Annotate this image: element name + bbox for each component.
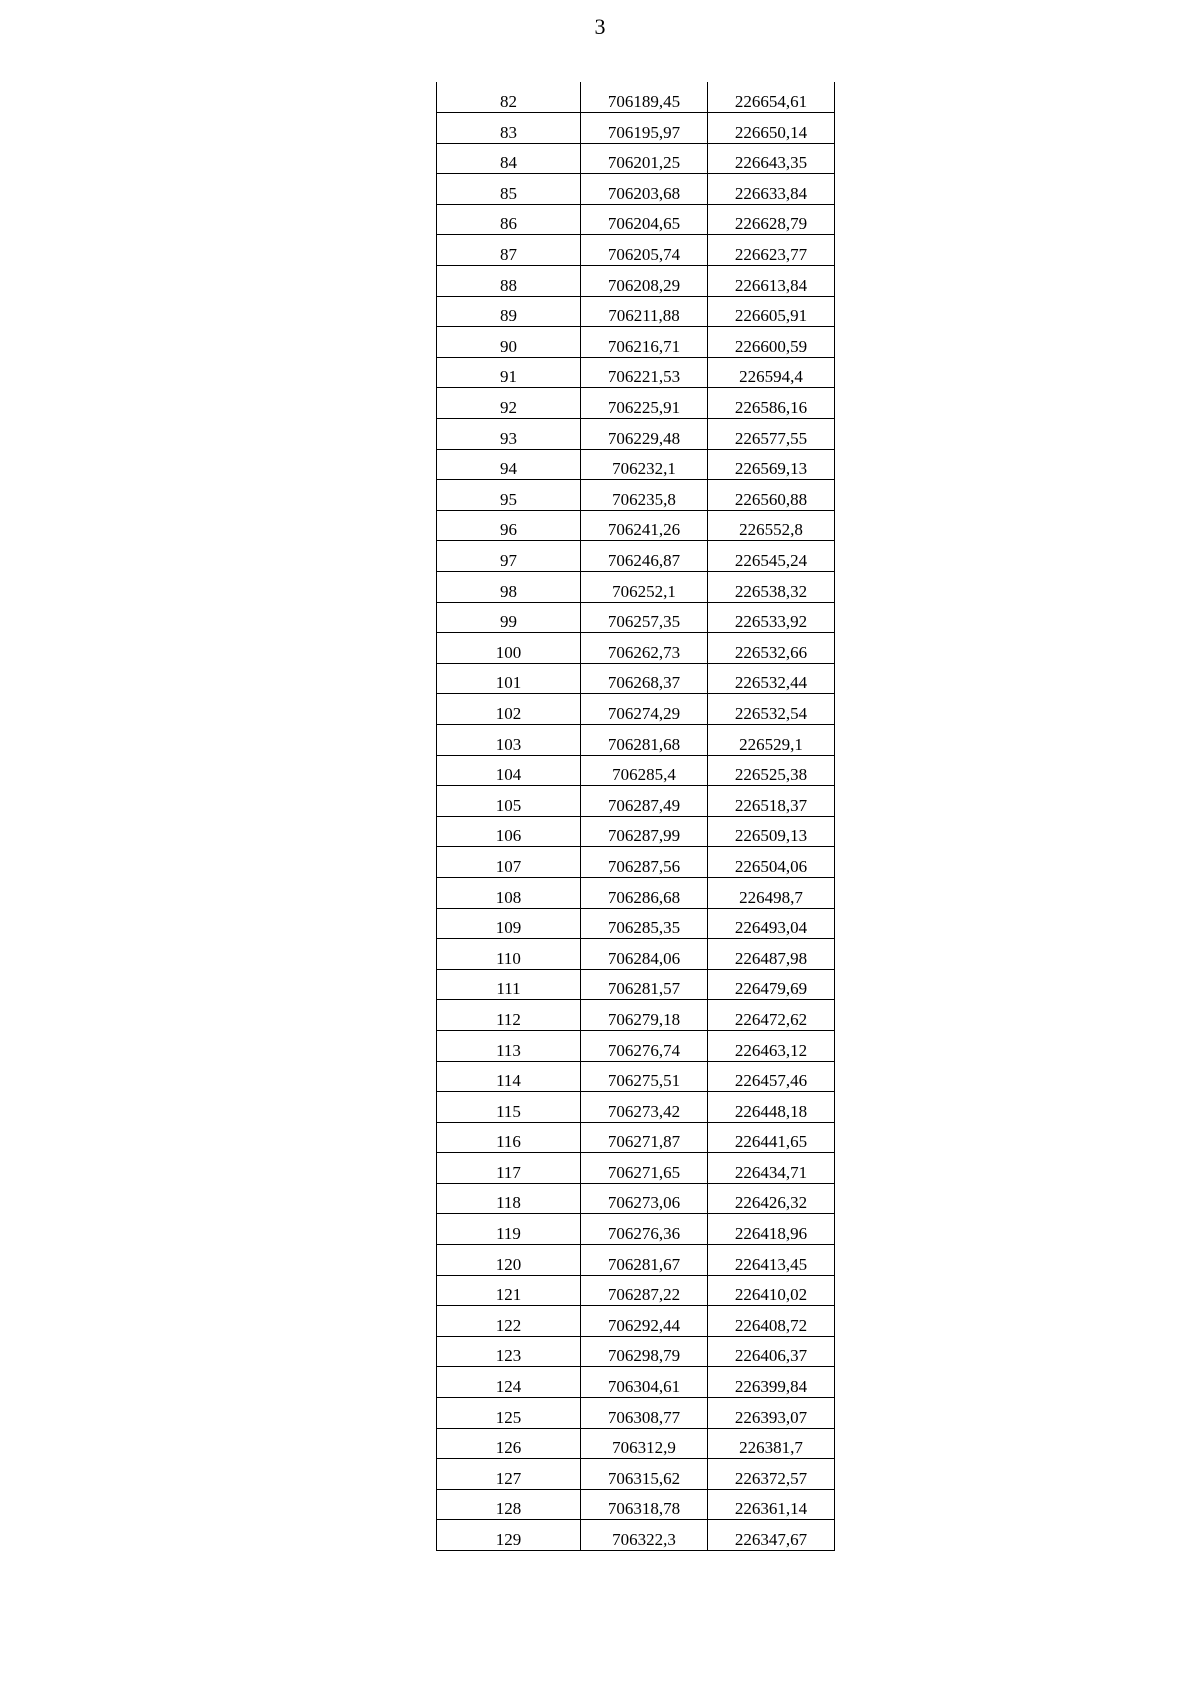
y-coordinate-cell: 226347,67 xyxy=(708,1520,835,1551)
table-row xyxy=(437,1153,835,1184)
point-number-cell: 121 xyxy=(437,1275,581,1306)
point-number-cell: 91 xyxy=(437,357,581,388)
x-coordinate-cell: 706284,06 xyxy=(581,939,708,970)
table-row xyxy=(437,786,835,817)
y-coordinate-cell: 226650,14 xyxy=(708,113,835,144)
x-coordinate-cell: 706235,8 xyxy=(581,480,708,511)
y-coordinate-cell: 226493,04 xyxy=(708,908,835,939)
point-number-cell: 122 xyxy=(437,1306,581,1337)
y-coordinate-cell: 226569,13 xyxy=(708,449,835,480)
y-coordinate-cell: 226628,79 xyxy=(708,204,835,235)
point-number-cell: 128 xyxy=(437,1489,581,1520)
y-coordinate-cell: 226532,54 xyxy=(708,694,835,725)
table-row xyxy=(437,357,835,388)
table-row xyxy=(437,1520,835,1551)
x-coordinate-cell: 706268,37 xyxy=(581,663,708,694)
y-coordinate-cell: 226643,35 xyxy=(708,143,835,174)
y-coordinate-cell: 226529,1 xyxy=(708,724,835,755)
table-row xyxy=(437,1306,835,1337)
y-coordinate-cell: 226633,84 xyxy=(708,174,835,205)
table-row xyxy=(437,1122,835,1153)
x-coordinate-cell: 706292,44 xyxy=(581,1306,708,1337)
table-row xyxy=(437,1459,835,1490)
x-coordinate-cell: 706286,68 xyxy=(581,877,708,908)
point-number-cell: 119 xyxy=(437,1214,581,1245)
table-row xyxy=(437,602,835,633)
x-coordinate-cell: 706232,1 xyxy=(581,449,708,480)
x-coordinate-cell: 706257,35 xyxy=(581,602,708,633)
point-number-cell: 96 xyxy=(437,510,581,541)
table-row xyxy=(437,541,835,572)
x-coordinate-cell: 706298,79 xyxy=(581,1336,708,1367)
point-number-cell: 123 xyxy=(437,1336,581,1367)
point-number-cell: 94 xyxy=(437,449,581,480)
y-coordinate-cell: 226413,45 xyxy=(708,1245,835,1276)
x-coordinate-cell: 706189,45 xyxy=(581,82,708,113)
x-coordinate-cell: 706273,06 xyxy=(581,1183,708,1214)
table-row xyxy=(437,1275,835,1306)
y-coordinate-cell: 226426,32 xyxy=(708,1183,835,1214)
x-coordinate-cell: 706225,91 xyxy=(581,388,708,419)
point-number-cell: 97 xyxy=(437,541,581,572)
x-coordinate-cell: 706271,87 xyxy=(581,1122,708,1153)
x-coordinate-cell: 706205,74 xyxy=(581,235,708,266)
y-coordinate-cell: 226448,18 xyxy=(708,1092,835,1123)
y-coordinate-cell: 226552,8 xyxy=(708,510,835,541)
point-number-cell: 114 xyxy=(437,1061,581,1092)
y-coordinate-cell: 226406,37 xyxy=(708,1336,835,1367)
y-coordinate-cell: 226545,24 xyxy=(708,541,835,572)
point-number-cell: 129 xyxy=(437,1520,581,1551)
table-row xyxy=(437,388,835,419)
point-number-cell: 115 xyxy=(437,1092,581,1123)
point-number-cell: 120 xyxy=(437,1245,581,1276)
x-coordinate-cell: 706203,68 xyxy=(581,174,708,205)
y-coordinate-cell: 226623,77 xyxy=(708,235,835,266)
x-coordinate-cell: 706312,9 xyxy=(581,1428,708,1459)
point-number-cell: 102 xyxy=(437,694,581,725)
x-coordinate-cell: 706285,4 xyxy=(581,755,708,786)
x-coordinate-cell: 706315,62 xyxy=(581,1459,708,1490)
table-row xyxy=(437,480,835,511)
table-row xyxy=(437,816,835,847)
table-row xyxy=(437,1092,835,1123)
table-row xyxy=(437,1214,835,1245)
x-coordinate-cell: 706274,29 xyxy=(581,694,708,725)
point-number-cell: 89 xyxy=(437,296,581,327)
table-row xyxy=(437,1183,835,1214)
point-number-cell: 113 xyxy=(437,1030,581,1061)
table-row xyxy=(437,266,835,297)
table-row xyxy=(437,908,835,939)
point-number-cell: 116 xyxy=(437,1122,581,1153)
y-coordinate-cell: 226372,57 xyxy=(708,1459,835,1490)
point-number-cell: 110 xyxy=(437,939,581,970)
table-row xyxy=(437,969,835,1000)
table-row xyxy=(437,1398,835,1429)
table-row xyxy=(437,1245,835,1276)
coordinates-table-body xyxy=(437,82,835,1551)
point-number-cell: 98 xyxy=(437,572,581,603)
point-number-cell: 95 xyxy=(437,480,581,511)
y-coordinate-cell: 226479,69 xyxy=(708,969,835,1000)
y-coordinate-cell: 226399,84 xyxy=(708,1367,835,1398)
point-number-cell: 84 xyxy=(437,143,581,174)
y-coordinate-cell: 226408,72 xyxy=(708,1306,835,1337)
table-row xyxy=(437,143,835,174)
y-coordinate-cell: 226434,71 xyxy=(708,1153,835,1184)
table-row xyxy=(437,1336,835,1367)
y-coordinate-cell: 226441,65 xyxy=(708,1122,835,1153)
y-coordinate-cell: 226594,4 xyxy=(708,357,835,388)
x-coordinate-cell: 706246,87 xyxy=(581,541,708,572)
x-coordinate-cell: 706216,71 xyxy=(581,327,708,358)
x-coordinate-cell: 706287,56 xyxy=(581,847,708,878)
x-coordinate-cell: 706281,67 xyxy=(581,1245,708,1276)
point-number-cell: 82 xyxy=(437,82,581,113)
x-coordinate-cell: 706276,36 xyxy=(581,1214,708,1245)
x-coordinate-cell: 706252,1 xyxy=(581,572,708,603)
table-row xyxy=(437,633,835,664)
point-number-cell: 125 xyxy=(437,1398,581,1429)
point-number-cell: 112 xyxy=(437,1000,581,1031)
y-coordinate-cell: 226560,88 xyxy=(708,480,835,511)
point-number-cell: 107 xyxy=(437,847,581,878)
table-row xyxy=(437,939,835,970)
page-number: 3 xyxy=(594,14,606,39)
table-row xyxy=(437,1489,835,1520)
x-coordinate-cell: 706208,29 xyxy=(581,266,708,297)
table-row xyxy=(437,847,835,878)
coordinates-table xyxy=(436,82,835,1551)
x-coordinate-cell: 706287,49 xyxy=(581,786,708,817)
y-coordinate-cell: 226532,66 xyxy=(708,633,835,664)
x-coordinate-cell: 706275,51 xyxy=(581,1061,708,1092)
y-coordinate-cell: 226586,16 xyxy=(708,388,835,419)
point-number-cell: 103 xyxy=(437,724,581,755)
table-row xyxy=(437,755,835,786)
point-number-cell: 87 xyxy=(437,235,581,266)
y-coordinate-cell: 226504,06 xyxy=(708,847,835,878)
table-row xyxy=(437,724,835,755)
table-row xyxy=(437,296,835,327)
table-row xyxy=(437,1000,835,1031)
point-number-cell: 106 xyxy=(437,816,581,847)
point-number-cell: 99 xyxy=(437,602,581,633)
x-coordinate-cell: 706287,99 xyxy=(581,816,708,847)
table-row xyxy=(437,1061,835,1092)
y-coordinate-cell: 226498,7 xyxy=(708,877,835,908)
y-coordinate-cell: 226538,32 xyxy=(708,572,835,603)
x-coordinate-cell: 706318,78 xyxy=(581,1489,708,1520)
y-coordinate-cell: 226532,44 xyxy=(708,663,835,694)
y-coordinate-cell: 226654,61 xyxy=(708,82,835,113)
point-number-cell: 86 xyxy=(437,204,581,235)
table-row xyxy=(437,572,835,603)
y-coordinate-cell: 226600,59 xyxy=(708,327,835,358)
y-coordinate-cell: 226410,02 xyxy=(708,1275,835,1306)
y-coordinate-cell: 226463,12 xyxy=(708,1030,835,1061)
point-number-cell: 124 xyxy=(437,1367,581,1398)
table-row xyxy=(437,327,835,358)
y-coordinate-cell: 226577,55 xyxy=(708,419,835,450)
y-coordinate-cell: 226381,7 xyxy=(708,1428,835,1459)
point-number-cell: 108 xyxy=(437,877,581,908)
y-coordinate-cell: 226487,98 xyxy=(708,939,835,970)
y-coordinate-cell: 226613,84 xyxy=(708,266,835,297)
y-coordinate-cell: 226457,46 xyxy=(708,1061,835,1092)
table-row xyxy=(437,1367,835,1398)
table-row xyxy=(437,510,835,541)
x-coordinate-cell: 706287,22 xyxy=(581,1275,708,1306)
table-row xyxy=(437,1428,835,1459)
x-coordinate-cell: 706281,57 xyxy=(581,969,708,1000)
point-number-cell: 104 xyxy=(437,755,581,786)
point-number-cell: 88 xyxy=(437,266,581,297)
point-number-cell: 111 xyxy=(437,969,581,1000)
point-number-cell: 100 xyxy=(437,633,581,664)
table-row xyxy=(437,82,835,113)
y-coordinate-cell: 226361,14 xyxy=(708,1489,835,1520)
point-number-cell: 93 xyxy=(437,419,581,450)
x-coordinate-cell: 706285,35 xyxy=(581,908,708,939)
y-coordinate-cell: 226533,92 xyxy=(708,602,835,633)
table-row xyxy=(437,1030,835,1061)
x-coordinate-cell: 706279,18 xyxy=(581,1000,708,1031)
x-coordinate-cell: 706273,42 xyxy=(581,1092,708,1123)
x-coordinate-cell: 706304,61 xyxy=(581,1367,708,1398)
x-coordinate-cell: 706201,25 xyxy=(581,143,708,174)
y-coordinate-cell: 226509,13 xyxy=(708,816,835,847)
table-row xyxy=(437,204,835,235)
point-number-cell: 85 xyxy=(437,174,581,205)
table-row xyxy=(437,235,835,266)
point-number-cell: 117 xyxy=(437,1153,581,1184)
y-coordinate-cell: 226525,38 xyxy=(708,755,835,786)
y-coordinate-cell: 226518,37 xyxy=(708,786,835,817)
point-number-cell: 92 xyxy=(437,388,581,419)
x-coordinate-cell: 706281,68 xyxy=(581,724,708,755)
y-coordinate-cell: 226605,91 xyxy=(708,296,835,327)
x-coordinate-cell: 706195,97 xyxy=(581,113,708,144)
point-number-cell: 127 xyxy=(437,1459,581,1490)
point-number-cell: 83 xyxy=(437,113,581,144)
table-row xyxy=(437,419,835,450)
table-row xyxy=(437,694,835,725)
x-coordinate-cell: 706271,65 xyxy=(581,1153,708,1184)
point-number-cell: 90 xyxy=(437,327,581,358)
x-coordinate-cell: 706262,73 xyxy=(581,633,708,664)
point-number-cell: 101 xyxy=(437,663,581,694)
x-coordinate-cell: 706204,65 xyxy=(581,204,708,235)
table-row xyxy=(437,663,835,694)
table-row xyxy=(437,113,835,144)
y-coordinate-cell: 226393,07 xyxy=(708,1398,835,1429)
table-row xyxy=(437,877,835,908)
table-row xyxy=(437,449,835,480)
x-coordinate-cell: 706221,53 xyxy=(581,357,708,388)
x-coordinate-cell: 706276,74 xyxy=(581,1030,708,1061)
point-number-cell: 126 xyxy=(437,1428,581,1459)
point-number-cell: 109 xyxy=(437,908,581,939)
point-number-cell: 118 xyxy=(437,1183,581,1214)
x-coordinate-cell: 706322,3 xyxy=(581,1520,708,1551)
x-coordinate-cell: 706229,48 xyxy=(581,419,708,450)
y-coordinate-cell: 226472,62 xyxy=(708,1000,835,1031)
x-coordinate-cell: 706241,26 xyxy=(581,510,708,541)
point-number-cell: 105 xyxy=(437,786,581,817)
y-coordinate-cell: 226418,96 xyxy=(708,1214,835,1245)
table-row xyxy=(437,174,835,205)
x-coordinate-cell: 706211,88 xyxy=(581,296,708,327)
x-coordinate-cell: 706308,77 xyxy=(581,1398,708,1429)
